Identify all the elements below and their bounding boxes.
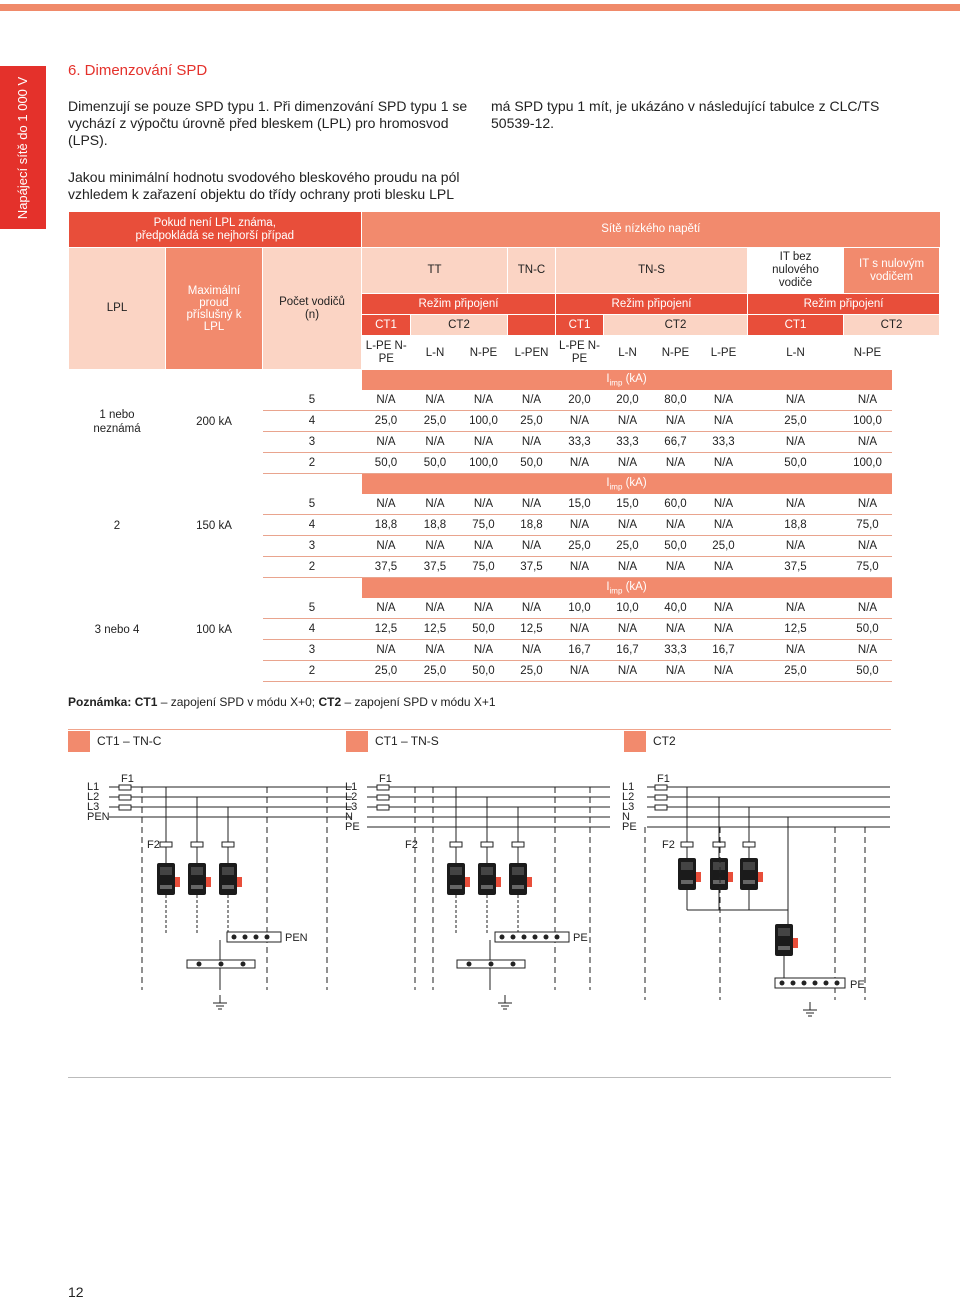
value-cell: 12,5 <box>748 619 844 640</box>
imp-symbol: I <box>606 476 610 489</box>
value-cell: N/A <box>652 515 700 536</box>
value-cell: N/A <box>460 494 508 515</box>
value-cell: N/A <box>362 640 411 661</box>
networks-header: Sítě nízkého napětí <box>362 212 940 248</box>
ground-icon <box>498 995 512 1009</box>
value-cell: N/A <box>844 640 892 661</box>
max-current-cell: 100 kA <box>196 623 232 636</box>
conductor-count-cell: 4 <box>263 619 362 640</box>
conductor-count-cell: 5 <box>263 598 362 619</box>
conductor-count-cell: 2 <box>263 661 362 682</box>
conn-header-2: N-PE <box>460 336 508 370</box>
value-cell: 25,0 <box>700 536 748 557</box>
net-tns-header: TN-S <box>556 248 748 294</box>
value-cell: N/A <box>362 390 411 411</box>
value-cell: N/A <box>748 494 844 515</box>
diagram-ct2 <box>622 773 890 1016</box>
value-cell: N/A <box>604 661 652 682</box>
line-label-4: PE <box>622 821 637 833</box>
value-cell: N/A <box>508 432 556 453</box>
conn-header-0: L-PE N-PE <box>362 336 411 370</box>
value-cell: N/A <box>604 411 652 432</box>
conductor-count-cell: 3 <box>263 536 362 557</box>
fuse-icon <box>119 805 131 810</box>
conn-header-9: N-PE <box>844 336 892 370</box>
value-cell: N/A <box>362 536 411 557</box>
value-cell: 10,0 <box>604 598 652 619</box>
conductor-count-cell: 3 <box>263 640 362 661</box>
ground-icon <box>803 1002 817 1016</box>
value-cell: 15,0 <box>556 494 604 515</box>
value-cell: N/A <box>508 494 556 515</box>
value-cell: 18,8 <box>411 515 460 536</box>
earth-bar-terminal <box>511 962 516 967</box>
value-cell: 18,8 <box>508 515 556 536</box>
pe-bar-label: PEN <box>285 932 308 944</box>
pe-bar <box>775 978 845 988</box>
fuse-icon <box>222 842 234 847</box>
conductor-count-cell: 2 <box>263 453 362 474</box>
spd-module-icon <box>740 858 763 890</box>
col-lpl-header: LPL <box>69 248 166 370</box>
value-cell: N/A <box>460 598 508 619</box>
value-cell: 25,0 <box>508 411 556 432</box>
intro-paragraph-right: má SPD typu 1 mít, je ukázáno v následující tabulce z CLC/TS 50539-12. <box>491 98 880 131</box>
value-cell: N/A <box>700 453 748 474</box>
line-label-3: PEN <box>87 811 110 823</box>
value-cell: 12,5 <box>362 619 411 640</box>
value-cell: 40,0 <box>652 598 700 619</box>
value-cell: 18,8 <box>748 515 844 536</box>
value-cell: 50,0 <box>844 661 892 682</box>
conductor-count-cell: 5 <box>263 494 362 515</box>
imp-unit: (kA) <box>622 476 647 489</box>
lpl-cell: 1 nebo neznámá <box>93 408 141 435</box>
value-cell: 20,0 <box>604 390 652 411</box>
fuse-icon <box>377 785 389 790</box>
section-title: 6. Dimenzování SPD <box>68 62 208 79</box>
fuse-f2-label: F2 <box>662 839 675 851</box>
earth-bar-terminal <box>489 962 494 967</box>
value-cell: 50,0 <box>460 619 508 640</box>
value-cell: N/A <box>700 515 748 536</box>
value-cell: 37,5 <box>508 557 556 578</box>
earth-bar-terminal <box>219 962 224 967</box>
intro-paragraph-left: Dimenzují se pouze SPD typu 1. Při dimenzování SPD typu 1 se vychází z výpočtu úrovně před bleskem (LPL) pro hromosvod (LPS). <box>68 98 468 148</box>
value-cell: 12,5 <box>411 619 460 640</box>
mode-header-it: Režim připojení <box>748 294 940 315</box>
value-cell: 25,0 <box>556 536 604 557</box>
diagram-ct1-tns <box>345 773 610 1009</box>
imp-subscript: imp <box>609 586 623 596</box>
note-ct2: CT2 <box>318 695 342 709</box>
mode-header-tns: Režim připojení <box>556 294 748 315</box>
col-max-current-header: Maximální proud příslušný k LPL <box>166 248 263 370</box>
fuse-icon <box>160 842 172 847</box>
value-cell: N/A <box>411 640 460 661</box>
spd-module-icon <box>188 863 211 895</box>
value-cell: N/A <box>652 557 700 578</box>
value-cell: 100,0 <box>460 411 508 432</box>
value-cell: 75,0 <box>460 557 508 578</box>
spd-module-icon <box>710 858 733 890</box>
value-cell: N/A <box>844 390 892 411</box>
value-cell: 12,5 <box>508 619 556 640</box>
line-label-0: L1 <box>622 781 635 793</box>
line-label-1: L2 <box>622 791 635 803</box>
value-cell: 50,0 <box>508 453 556 474</box>
value-cell: 33,3 <box>556 432 604 453</box>
ct1-header-tns: CT1 <box>556 315 604 336</box>
value-cell: N/A <box>362 598 411 619</box>
fuse-f1-label: F1 <box>657 773 670 785</box>
line-label-2: L3 <box>345 801 358 813</box>
value-cell: 33,3 <box>700 432 748 453</box>
value-cell: N/A <box>460 432 508 453</box>
fuse-icon <box>119 795 131 800</box>
value-cell: 33,3 <box>604 432 652 453</box>
value-cell: 16,7 <box>700 640 748 661</box>
value-cell: N/A <box>604 453 652 474</box>
line-label-1: L2 <box>87 791 100 803</box>
value-cell: 50,0 <box>748 453 844 474</box>
fuse-icon <box>512 842 524 847</box>
value-cell: N/A <box>556 453 604 474</box>
value-cell: N/A <box>844 598 892 619</box>
value-cell: N/A <box>556 515 604 536</box>
value-cell: N/A <box>508 390 556 411</box>
value-cell: 25,0 <box>508 661 556 682</box>
earth-bar-terminal <box>197 962 202 967</box>
value-cell: 75,0 <box>844 515 892 536</box>
value-cell: N/A <box>844 536 892 557</box>
line-label-4: PE <box>345 821 360 833</box>
value-cell: N/A <box>604 515 652 536</box>
value-cell: N/A <box>411 598 460 619</box>
value-cell: N/A <box>460 390 508 411</box>
ct1-header-tt: CT1 <box>362 315 411 336</box>
value-cell: 50,0 <box>460 661 508 682</box>
col-conductor-count-header: Počet vodičů (n) <box>263 248 362 370</box>
value-cell: 25,0 <box>411 661 460 682</box>
max-current-cell: 150 kA <box>196 519 232 532</box>
value-cell: 50,0 <box>652 536 700 557</box>
conn-header-6: N-PE <box>652 336 700 370</box>
spd-module-icon <box>478 863 501 895</box>
value-cell: 100,0 <box>460 453 508 474</box>
line-label-0: L1 <box>345 781 358 793</box>
earth-bar-terminal <box>467 962 472 967</box>
line-label-1: L2 <box>345 791 358 803</box>
fuse-icon <box>713 842 725 847</box>
value-cell: 18,8 <box>362 515 411 536</box>
conductor-count-cell: 2 <box>263 557 362 578</box>
value-cell: N/A <box>748 536 844 557</box>
net-it2-header: IT s nulovým vodičem <box>844 248 940 294</box>
net-tt-header: TT <box>362 248 508 294</box>
value-cell: 75,0 <box>844 557 892 578</box>
value-cell: N/A <box>700 619 748 640</box>
line-label-3: N <box>345 811 353 823</box>
value-cell: 37,5 <box>411 557 460 578</box>
fuse-icon <box>655 805 667 810</box>
fuse-icon <box>681 842 693 847</box>
imp-symbol: I <box>606 580 610 593</box>
conductor-count-cell: 4 <box>263 411 362 432</box>
pe-bar-label: PE <box>573 932 588 944</box>
value-cell: N/A <box>748 598 844 619</box>
value-cell: 10,0 <box>556 598 604 619</box>
spd-module-icon <box>509 863 532 895</box>
value-cell: N/A <box>508 536 556 557</box>
note-ct1-text: – zapojení SPD v módu X+0; <box>157 695 319 709</box>
intro-paragraph-second: Jakou minimální hodnotu svodového bleskového proudu na pól vzhledem k zařazení objektu do třídy ochrany proti blesku LPL <box>68 169 460 202</box>
fuse-f1-label: F1 <box>379 773 392 785</box>
fuse-f1-label: F1 <box>121 773 134 785</box>
value-cell: N/A <box>411 494 460 515</box>
diagram-ct1-tnc <box>87 773 352 1009</box>
lpl-cell: 2 <box>113 519 121 532</box>
mode-header-tt: Režim připojení <box>362 294 556 315</box>
diagram-tab-ct2-label: CT2 <box>653 734 676 748</box>
line-label-2: L3 <box>87 801 100 813</box>
value-cell: 60,0 <box>652 494 700 515</box>
spd-module-icon <box>219 863 242 895</box>
conn-header-1: L-N <box>411 336 460 370</box>
imp-unit: (kA) <box>622 372 647 385</box>
line-label-3: N <box>622 811 630 823</box>
fuse-icon <box>655 785 667 790</box>
conn-header-8: L-N <box>748 336 844 370</box>
value-cell: 25,0 <box>411 411 460 432</box>
spd-npe-module-icon <box>775 924 798 956</box>
imp-unit: (kA) <box>622 580 647 593</box>
value-cell: N/A <box>411 536 460 557</box>
value-cell: 25,0 <box>604 536 652 557</box>
value-cell: N/A <box>652 453 700 474</box>
imp-symbol: I <box>606 372 610 385</box>
value-cell: N/A <box>652 661 700 682</box>
fuse-icon <box>743 842 755 847</box>
ct2-header-tt: CT2 <box>411 315 508 336</box>
value-cell: 25,0 <box>362 661 411 682</box>
conductor-count-cell: 5 <box>263 390 362 411</box>
value-cell: 37,5 <box>748 557 844 578</box>
fuse-icon <box>377 795 389 800</box>
fuse-icon <box>191 842 203 847</box>
ct2-header-tns: CT2 <box>604 315 748 336</box>
value-cell: N/A <box>556 661 604 682</box>
value-cell: N/A <box>508 598 556 619</box>
value-cell: N/A <box>556 411 604 432</box>
fuse-f2-label: F2 <box>405 839 418 851</box>
value-cell: 25,0 <box>362 411 411 432</box>
value-cell: N/A <box>844 432 892 453</box>
value-cell: N/A <box>604 619 652 640</box>
fuse-icon <box>655 795 667 800</box>
value-cell: 50,0 <box>844 619 892 640</box>
value-cell: N/A <box>411 390 460 411</box>
value-cell: 25,0 <box>748 661 844 682</box>
value-cell: N/A <box>508 640 556 661</box>
ground-icon <box>213 995 227 1009</box>
value-cell: 80,0 <box>652 390 700 411</box>
net-tnc-header: TN-C <box>508 248 556 294</box>
value-cell: 20,0 <box>556 390 604 411</box>
value-cell: N/A <box>411 432 460 453</box>
pe-bar <box>495 932 569 942</box>
value-cell: N/A <box>700 494 748 515</box>
value-cell: N/A <box>652 411 700 432</box>
max-current-cell: 200 kA <box>196 415 232 428</box>
value-cell: N/A <box>748 390 844 411</box>
value-cell: 50,0 <box>411 453 460 474</box>
value-cell: N/A <box>362 432 411 453</box>
conn-header-5: L-N <box>604 336 652 370</box>
ct1-header-it: CT1 <box>748 315 844 336</box>
value-cell: N/A <box>844 494 892 515</box>
worst-case-note-header: Pokud není LPL známa, předpokládá se nejhorší případ <box>69 212 362 248</box>
line-label-2: L3 <box>622 801 635 813</box>
conductor-count-cell: 3 <box>263 432 362 453</box>
page-number: 12 <box>68 1284 84 1300</box>
value-cell: N/A <box>700 557 748 578</box>
value-cell: 75,0 <box>460 515 508 536</box>
diagram-tab-ct1-tns-label: CT1 – TN-S <box>375 734 439 748</box>
spd-module-icon <box>678 858 701 890</box>
ct2-header-it: CT2 <box>844 315 940 336</box>
value-cell: 100,0 <box>844 411 892 432</box>
value-cell: N/A <box>362 494 411 515</box>
imp-subscript: imp <box>609 482 623 492</box>
value-cell: 15,0 <box>604 494 652 515</box>
fuse-icon <box>119 785 131 790</box>
value-cell: N/A <box>700 411 748 432</box>
spd-module-icon <box>447 863 470 895</box>
value-cell: N/A <box>556 619 604 640</box>
value-cell: 16,7 <box>556 640 604 661</box>
value-cell: N/A <box>556 557 604 578</box>
fuse-icon <box>481 842 493 847</box>
value-cell: N/A <box>604 557 652 578</box>
pe-bar <box>227 932 281 942</box>
fuse-icon <box>377 805 389 810</box>
value-cell: 33,3 <box>652 640 700 661</box>
note-ct1: CT1 <box>134 695 158 709</box>
value-cell: 50,0 <box>362 453 411 474</box>
conn-header-4: L-PE N-PE <box>556 336 604 370</box>
value-cell: N/A <box>700 598 748 619</box>
value-cell: N/A <box>460 536 508 557</box>
value-cell: N/A <box>652 619 700 640</box>
pe-bar-label: PE <box>850 979 865 991</box>
imp-subscript: imp <box>609 377 623 387</box>
note-label: Poznámka: <box>68 695 132 709</box>
conn-header-7: L-PE <box>700 336 748 370</box>
earth-bar-terminal <box>241 962 246 967</box>
value-cell: N/A <box>700 661 748 682</box>
value-cell: N/A <box>460 640 508 661</box>
diagram-tab-ct1-tnc-label: CT1 – TN-C <box>97 734 162 748</box>
fuse-icon <box>450 842 462 847</box>
conn-header-3: L-PEN <box>508 336 556 370</box>
side-chapter-label: Napájecí sítě do 1 000 V <box>15 76 30 219</box>
conductor-count-cell: 4 <box>263 515 362 536</box>
value-cell: N/A <box>748 640 844 661</box>
value-cell: 37,5 <box>362 557 411 578</box>
value-cell: 100,0 <box>844 453 892 474</box>
lpl-cell: 3 nebo 4 <box>94 623 140 636</box>
fuse-f2-label: F2 <box>147 839 160 851</box>
value-cell: 66,7 <box>652 432 700 453</box>
value-cell: 25,0 <box>748 411 844 432</box>
spd-module-icon <box>157 863 180 895</box>
value-cell: N/A <box>748 432 844 453</box>
net-it1-header: IT bez nulového vodiče <box>748 248 844 294</box>
line-label-0: L1 <box>87 781 100 793</box>
value-cell: N/A <box>700 390 748 411</box>
value-cell: 16,7 <box>604 640 652 661</box>
note-ct2-text: – zapojení SPD v módu X+1 <box>341 695 496 709</box>
